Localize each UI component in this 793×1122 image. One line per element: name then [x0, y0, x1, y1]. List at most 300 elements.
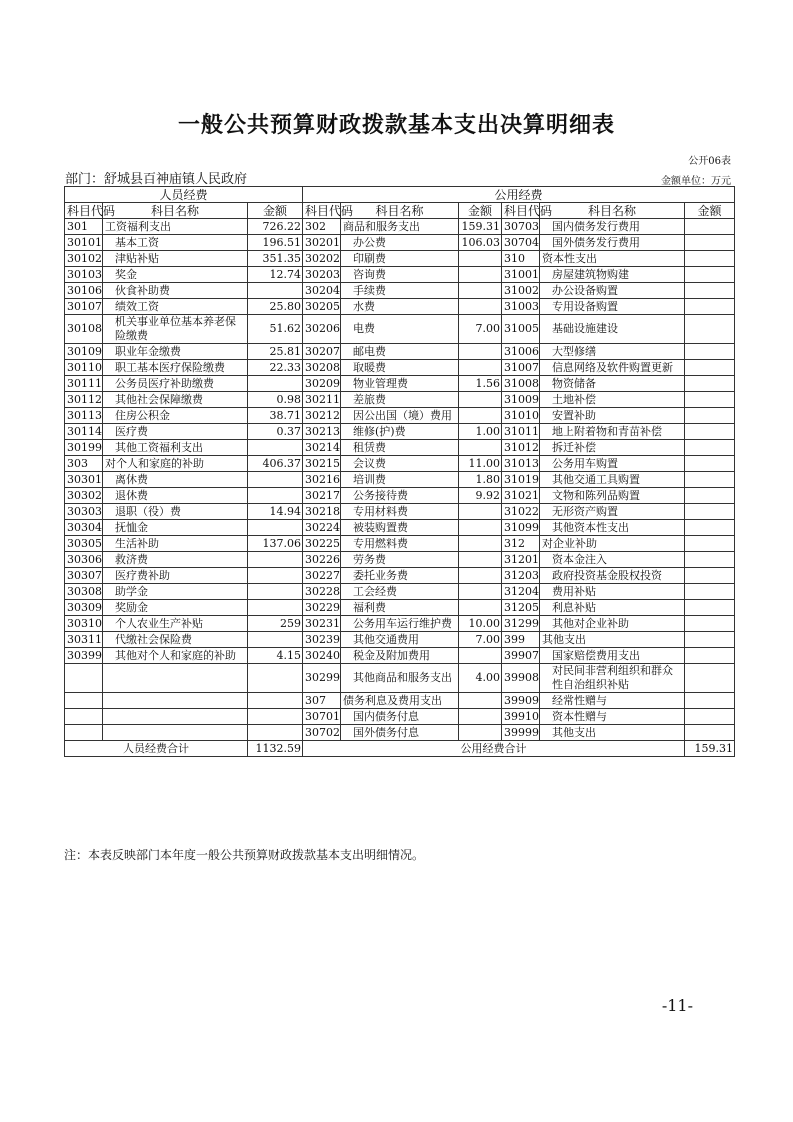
- name-cell: 利息补贴: [540, 600, 685, 616]
- code-cell: 30704: [502, 235, 540, 251]
- amount-cell: 1.80: [459, 472, 502, 488]
- table-row: [65, 664, 735, 693]
- name-cell: 生活补助: [103, 536, 248, 552]
- code-cell: 31019: [502, 472, 540, 488]
- amount-cell: [248, 584, 303, 600]
- table-row: [65, 600, 735, 616]
- code-cell: [65, 664, 103, 693]
- code-cell: 31010: [502, 408, 540, 424]
- amount-cell: [685, 536, 735, 552]
- code-cell: [65, 709, 103, 725]
- amount-cell: [248, 283, 303, 299]
- unit-label: 金额单位：万元: [661, 176, 731, 187]
- name-cell: 福利费: [341, 600, 459, 616]
- code-cell: 31003: [502, 299, 540, 315]
- col-code-1: 科目代码: [65, 203, 103, 219]
- table-row: [65, 472, 735, 488]
- code-cell: 30202: [303, 251, 341, 267]
- table-row: [65, 693, 735, 709]
- amount-cell: 137.06: [248, 536, 303, 552]
- name-cell: 国外债务发行费用: [540, 235, 685, 251]
- name-cell: 其他商品和服务支出: [341, 664, 459, 693]
- amount-cell: [248, 568, 303, 584]
- personnel-total-label: 人员经费合计: [65, 741, 248, 757]
- amount-cell: 7.00: [459, 632, 502, 648]
- amount-cell: [248, 520, 303, 536]
- code-cell: 31012: [502, 440, 540, 456]
- amount-cell: [685, 725, 735, 741]
- amount-cell: 51.62: [248, 315, 303, 344]
- code-cell: 30299: [303, 664, 341, 693]
- name-cell: 资本性支出: [540, 251, 685, 267]
- name-cell: 其他交通费用: [341, 632, 459, 648]
- code-cell: 30309: [65, 600, 103, 616]
- amount-cell: [685, 376, 735, 392]
- col-amount-3: 金额: [685, 203, 735, 219]
- name-cell: 差旅费: [341, 392, 459, 408]
- name-cell: 大型修缮: [540, 344, 685, 360]
- name-cell: 绩效工资: [103, 299, 248, 315]
- amount-cell: [685, 693, 735, 709]
- name-cell: 工会经费: [341, 584, 459, 600]
- table-row: [65, 568, 735, 584]
- code-cell: 30399: [65, 648, 103, 664]
- name-cell: 资本性赠与: [540, 709, 685, 725]
- code-cell: 30239: [303, 632, 341, 648]
- footnote: 注：本表反映部门本年度一般公共预算财政拨款基本支出明细情况。: [64, 848, 425, 862]
- code-cell: 30209: [303, 376, 341, 392]
- code-cell: 31021: [502, 488, 540, 504]
- public-total-value: 159.31: [685, 741, 735, 757]
- table-row: [65, 299, 735, 315]
- amount-cell: 1.00: [459, 424, 502, 440]
- amount-cell: [685, 552, 735, 568]
- name-cell: 工资福利支出: [103, 219, 248, 235]
- name-cell: 其他支出: [540, 632, 685, 648]
- amount-cell: 726.22: [248, 219, 303, 235]
- code-cell: 31099: [502, 520, 540, 536]
- name-cell: 基础设施建设: [540, 315, 685, 344]
- table-row: [65, 344, 735, 360]
- code-cell: [65, 693, 103, 709]
- name-cell: 邮电费: [341, 344, 459, 360]
- name-cell: 物资储备: [540, 376, 685, 392]
- name-cell: 其他交通工具购置: [540, 472, 685, 488]
- amount-cell: 10.00: [459, 616, 502, 632]
- expenditure-table: [64, 186, 735, 757]
- name-cell: 国外债务付息: [341, 725, 459, 741]
- code-cell: 30113: [65, 408, 103, 424]
- amount-cell: 9.92: [459, 488, 502, 504]
- code-cell: 31007: [502, 360, 540, 376]
- name-cell: 水费: [341, 299, 459, 315]
- code-cell: 31005: [502, 315, 540, 344]
- code-cell: 31011: [502, 424, 540, 440]
- table-row: [65, 488, 735, 504]
- name-cell: [103, 664, 248, 693]
- name-cell: 国内债务付息: [341, 709, 459, 725]
- code-cell: 30227: [303, 568, 341, 584]
- table-row: [65, 648, 735, 664]
- name-cell: 医疗费补助: [103, 568, 248, 584]
- code-cell: 30205: [303, 299, 341, 315]
- code-cell: 31022: [502, 504, 540, 520]
- name-cell: 抚恤金: [103, 520, 248, 536]
- name-cell: 地上附着物和青苗补偿: [540, 424, 685, 440]
- code-cell: 30311: [65, 632, 103, 648]
- amount-cell: [685, 408, 735, 424]
- code-cell: 39907: [502, 648, 540, 664]
- code-cell: 30110: [65, 360, 103, 376]
- amount-cell: 38.71: [248, 408, 303, 424]
- name-cell: 土地补偿: [540, 392, 685, 408]
- code-cell: 30204: [303, 283, 341, 299]
- name-cell: 经常性赠与: [540, 693, 685, 709]
- amount-cell: [459, 392, 502, 408]
- code-cell: 30226: [303, 552, 341, 568]
- page-number: -11-: [661, 996, 693, 1015]
- code-cell: 30103: [65, 267, 103, 283]
- name-cell: 商品和服务支出: [341, 219, 459, 235]
- amount-cell: 259: [248, 616, 303, 632]
- name-cell: 其他支出: [540, 725, 685, 741]
- totals-row: [65, 741, 735, 757]
- code-cell: 30228: [303, 584, 341, 600]
- name-cell: 租赁费: [341, 440, 459, 456]
- name-cell: 被装购置费: [341, 520, 459, 536]
- amount-cell: [685, 600, 735, 616]
- amount-cell: [248, 472, 303, 488]
- table-row: [65, 283, 735, 299]
- code-cell: 30212: [303, 408, 341, 424]
- table-row: [65, 440, 735, 456]
- amount-cell: 25.80: [248, 299, 303, 315]
- name-cell: 国内债务发行费用: [540, 219, 685, 235]
- code-cell: 31201: [502, 552, 540, 568]
- amount-cell: [685, 283, 735, 299]
- name-cell: [103, 709, 248, 725]
- code-cell: 30211: [303, 392, 341, 408]
- table-row: [65, 520, 735, 536]
- name-cell: 退职（役）费: [103, 504, 248, 520]
- name-cell: 专用材料费: [341, 504, 459, 520]
- amount-cell: [685, 299, 735, 315]
- amount-cell: [248, 440, 303, 456]
- code-cell: 30109: [65, 344, 103, 360]
- name-cell: 救济费: [103, 552, 248, 568]
- table-row: [65, 709, 735, 725]
- code-cell: 30207: [303, 344, 341, 360]
- personnel-total-value: 1132.59: [248, 741, 303, 757]
- amount-cell: [685, 472, 735, 488]
- code-cell: 30214: [303, 440, 341, 456]
- amount-cell: [459, 552, 502, 568]
- name-cell: 伙食补助费: [103, 283, 248, 299]
- code-cell: 30213: [303, 424, 341, 440]
- amount-cell: [685, 392, 735, 408]
- code-cell: 31299: [502, 616, 540, 632]
- table-row: [65, 725, 735, 741]
- name-cell: 物业管理费: [341, 376, 459, 392]
- name-cell: 奖金: [103, 267, 248, 283]
- table-row: [65, 376, 735, 392]
- name-cell: 基本工资: [103, 235, 248, 251]
- amount-cell: [459, 344, 502, 360]
- code-cell: 30305: [65, 536, 103, 552]
- amount-cell: [685, 219, 735, 235]
- amount-cell: [685, 440, 735, 456]
- amount-cell: 22.33: [248, 360, 303, 376]
- code-cell: 30201: [303, 235, 341, 251]
- group-public: 公用经费: [303, 187, 735, 203]
- code-cell: 30199: [65, 440, 103, 456]
- code-cell: 30310: [65, 616, 103, 632]
- table-row: [65, 552, 735, 568]
- name-cell: 劳务费: [341, 552, 459, 568]
- amount-cell: [459, 267, 502, 283]
- amount-cell: [459, 725, 502, 741]
- code-cell: 303: [65, 456, 103, 472]
- table-row: [65, 408, 735, 424]
- code-cell: 30111: [65, 376, 103, 392]
- name-cell: 资本金注入: [540, 552, 685, 568]
- code-cell: 30701: [303, 709, 341, 725]
- table-row: [65, 251, 735, 267]
- code-cell: 30208: [303, 360, 341, 376]
- amount-cell: [459, 299, 502, 315]
- amount-cell: [459, 693, 502, 709]
- amount-cell: 12.74: [248, 267, 303, 283]
- amount-cell: [685, 709, 735, 725]
- amount-cell: [459, 648, 502, 664]
- amount-cell: [459, 536, 502, 552]
- code-cell: 30240: [303, 648, 341, 664]
- department-label: 部门：舒城县百神庙镇人民政府: [65, 172, 248, 187]
- code-cell: 302: [303, 219, 341, 235]
- amount-cell: 106.03: [459, 235, 502, 251]
- amount-cell: [459, 520, 502, 536]
- amount-cell: [685, 267, 735, 283]
- table-row: [65, 584, 735, 600]
- name-cell: 房屋建筑物购建: [540, 267, 685, 283]
- name-cell: 办公费: [341, 235, 459, 251]
- name-cell: 津贴补贴: [103, 251, 248, 267]
- amount-cell: [685, 504, 735, 520]
- amount-cell: [248, 632, 303, 648]
- amount-cell: 7.00: [459, 315, 502, 344]
- table-row: [65, 315, 735, 344]
- name-cell: 代缴社会保险费: [103, 632, 248, 648]
- amount-cell: [685, 584, 735, 600]
- amount-cell: [459, 709, 502, 725]
- name-cell: 债务利息及费用支出: [341, 693, 459, 709]
- code-cell: 30218: [303, 504, 341, 520]
- amount-cell: [685, 360, 735, 376]
- code-cell: 310: [502, 251, 540, 267]
- amount-cell: 11.00: [459, 456, 502, 472]
- name-cell: 其他对企业补助: [540, 616, 685, 632]
- column-header-row: [65, 203, 735, 219]
- table-row: [65, 456, 735, 472]
- code-cell: 30102: [65, 251, 103, 267]
- table-row: [65, 632, 735, 648]
- name-cell: 住房公积金: [103, 408, 248, 424]
- name-cell: 离休费: [103, 472, 248, 488]
- amount-cell: [459, 600, 502, 616]
- amount-cell: [685, 520, 735, 536]
- amount-cell: 351.35: [248, 251, 303, 267]
- code-cell: 30215: [303, 456, 341, 472]
- amount-cell: 14.94: [248, 504, 303, 520]
- code-cell: 39909: [502, 693, 540, 709]
- code-cell: 30112: [65, 392, 103, 408]
- name-cell: 取暖费: [341, 360, 459, 376]
- name-cell: 维修(护)费: [341, 424, 459, 440]
- public-total-label: 公用经费合计: [303, 741, 685, 757]
- amount-cell: [248, 693, 303, 709]
- name-cell: 安置补助: [540, 408, 685, 424]
- name-cell: 因公出国（境）费用: [341, 408, 459, 424]
- col-name-2: 科目名称: [341, 203, 459, 219]
- code-cell: 30216: [303, 472, 341, 488]
- table-row: [65, 392, 735, 408]
- code-cell: 30114: [65, 424, 103, 440]
- code-cell: 30217: [303, 488, 341, 504]
- code-cell: 30302: [65, 488, 103, 504]
- code-cell: 31001: [502, 267, 540, 283]
- amount-cell: 196.51: [248, 235, 303, 251]
- name-cell: 其他对个人和家庭的补助: [103, 648, 248, 664]
- name-cell: 对民间非营利组织和群众性自治组织补贴: [540, 664, 685, 693]
- amount-cell: [685, 616, 735, 632]
- col-amount-1: 金额: [248, 203, 303, 219]
- name-cell: 拆迁补偿: [540, 440, 685, 456]
- amount-cell: [248, 552, 303, 568]
- name-cell: 职工基本医疗保险缴费: [103, 360, 248, 376]
- code-cell: 31204: [502, 584, 540, 600]
- name-cell: 印刷费: [341, 251, 459, 267]
- table-row: [65, 267, 735, 283]
- table-row: [65, 536, 735, 552]
- name-cell: 费用补贴: [540, 584, 685, 600]
- amount-cell: [248, 488, 303, 504]
- name-cell: 政府投资基金股权投资: [540, 568, 685, 584]
- amount-cell: [459, 283, 502, 299]
- code-cell: 31008: [502, 376, 540, 392]
- code-cell: 30106: [65, 283, 103, 299]
- amount-cell: [459, 584, 502, 600]
- name-cell: 职业年金缴费: [103, 344, 248, 360]
- name-cell: 信息网络及软件购置更新: [540, 360, 685, 376]
- name-cell: 税金及附加费用: [341, 648, 459, 664]
- table-row: [65, 219, 735, 235]
- code-cell: 30108: [65, 315, 103, 344]
- name-cell: 电费: [341, 315, 459, 344]
- name-cell: 医疗费: [103, 424, 248, 440]
- amount-cell: [459, 360, 502, 376]
- name-cell: 手续费: [341, 283, 459, 299]
- code-cell: 31006: [502, 344, 540, 360]
- code-cell: 39908: [502, 664, 540, 693]
- code-cell: 30224: [303, 520, 341, 536]
- amount-cell: [459, 504, 502, 520]
- amount-cell: [248, 725, 303, 741]
- code-cell: 31009: [502, 392, 540, 408]
- name-cell: 对个人和家庭的补助: [103, 456, 248, 472]
- code-cell: 30304: [65, 520, 103, 536]
- amount-cell: [685, 315, 735, 344]
- code-cell: 30225: [303, 536, 341, 552]
- page-title: 一般公共预算财政拨款基本支出决算明细表: [177, 112, 615, 138]
- code-cell: 30231: [303, 616, 341, 632]
- amount-cell: 406.37: [248, 456, 303, 472]
- amount-cell: [459, 568, 502, 584]
- table-code: 公开06表: [688, 156, 731, 167]
- name-cell: 国家赔偿费用支出: [540, 648, 685, 664]
- code-cell: 30702: [303, 725, 341, 741]
- code-cell: 31203: [502, 568, 540, 584]
- amount-cell: [459, 440, 502, 456]
- col-name-3: 科目名称: [540, 203, 685, 219]
- amount-cell: 4.00: [459, 664, 502, 693]
- code-cell: 30303: [65, 504, 103, 520]
- name-cell: 其他社会保障缴费: [103, 392, 248, 408]
- amount-cell: [685, 632, 735, 648]
- code-cell: 31205: [502, 600, 540, 616]
- name-cell: 助学金: [103, 584, 248, 600]
- code-cell: 307: [303, 693, 341, 709]
- col-amount-2: 金额: [459, 203, 502, 219]
- amount-cell: [248, 664, 303, 693]
- group-personnel: 人员经费: [65, 187, 303, 203]
- name-cell: 无形资产购置: [540, 504, 685, 520]
- group-header-row: [65, 187, 735, 203]
- code-cell: 301: [65, 219, 103, 235]
- code-cell: 39999: [502, 725, 540, 741]
- amount-cell: 0.98: [248, 392, 303, 408]
- amount-cell: [685, 344, 735, 360]
- table-row: [65, 504, 735, 520]
- table-row: [65, 424, 735, 440]
- amount-cell: [248, 600, 303, 616]
- name-cell: 公务员医疗补助缴费: [103, 376, 248, 392]
- code-cell: 39910: [502, 709, 540, 725]
- name-cell: 公务用车购置: [540, 456, 685, 472]
- name-cell: 其他资本性支出: [540, 520, 685, 536]
- name-cell: 个人农业生产补贴: [103, 616, 248, 632]
- code-cell: 30301: [65, 472, 103, 488]
- amount-cell: [248, 709, 303, 725]
- code-cell: 30101: [65, 235, 103, 251]
- amount-cell: [685, 648, 735, 664]
- code-cell: 312: [502, 536, 540, 552]
- code-cell: 30203: [303, 267, 341, 283]
- amount-cell: [685, 664, 735, 693]
- name-cell: 机关事业单位基本养老保险缴费: [103, 315, 248, 344]
- code-cell: [65, 725, 103, 741]
- name-cell: 办公设备购置: [540, 283, 685, 299]
- amount-cell: [459, 251, 502, 267]
- col-name-1: 科目名称: [103, 203, 248, 219]
- code-cell: 30206: [303, 315, 341, 344]
- name-cell: 公务用车运行维护费: [341, 616, 459, 632]
- amount-cell: [685, 424, 735, 440]
- name-cell: [103, 725, 248, 741]
- name-cell: 退休费: [103, 488, 248, 504]
- table-row: [65, 616, 735, 632]
- name-cell: 文物和陈列品购置: [540, 488, 685, 504]
- name-cell: 会议费: [341, 456, 459, 472]
